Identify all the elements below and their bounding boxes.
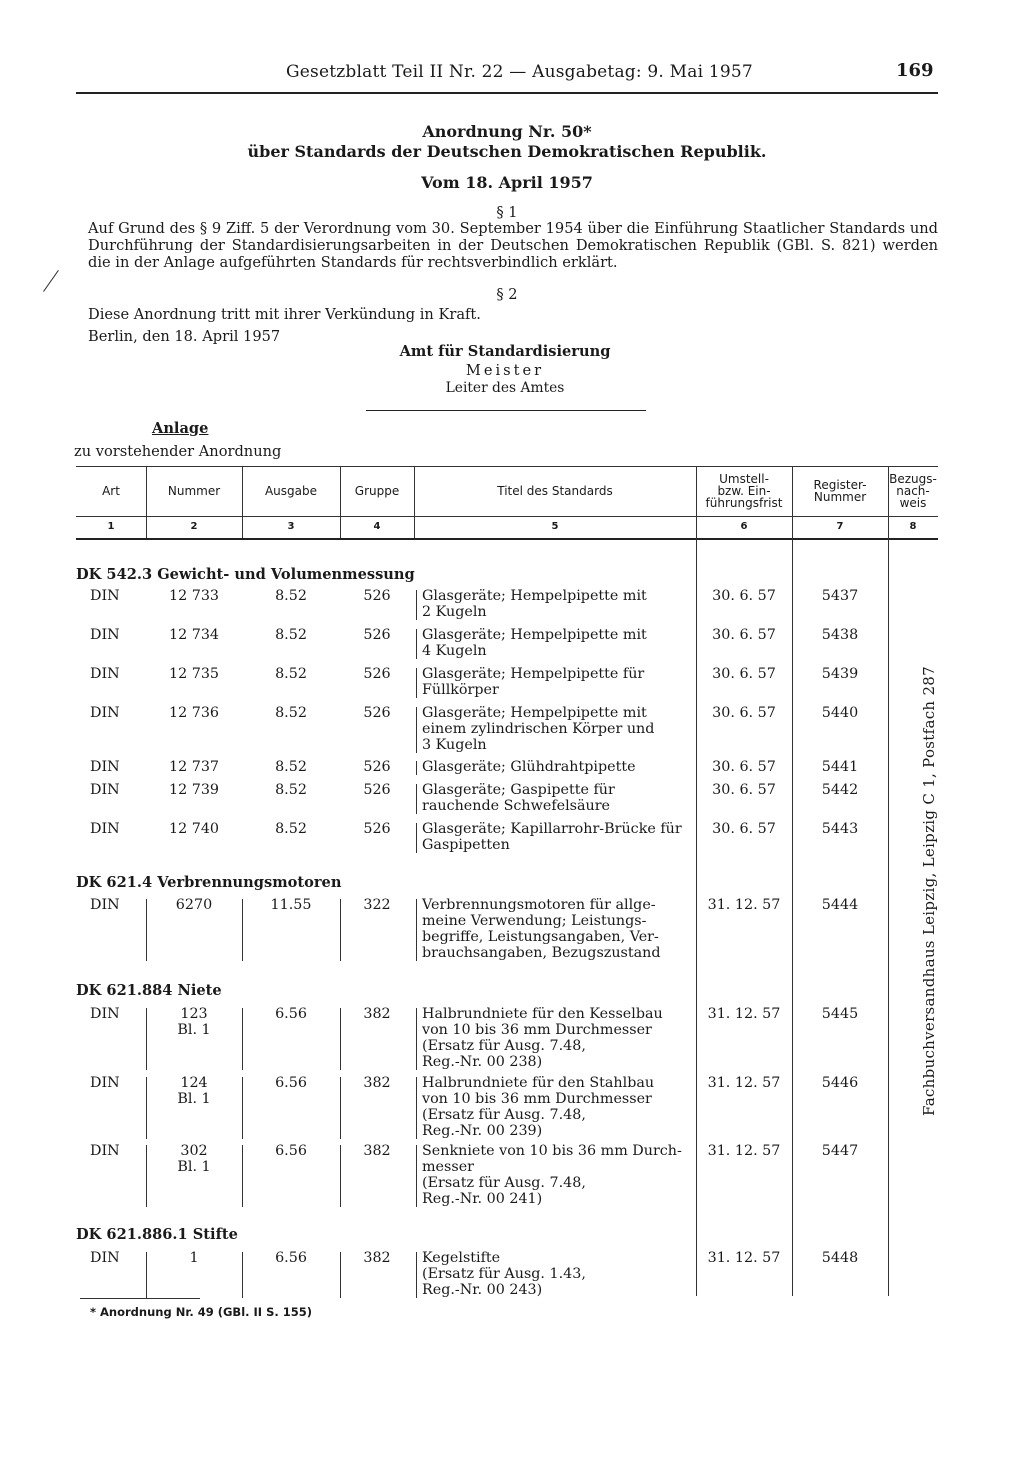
- section-1-heading: § 1: [496, 204, 518, 221]
- cell-gruppe: 382: [363, 1006, 391, 1022]
- entry-bar: [416, 1077, 417, 1139]
- entry-divider: [146, 1008, 147, 1070]
- cell-gruppe: 526: [363, 782, 391, 798]
- cell-ausgabe: 8.52: [275, 588, 307, 604]
- cell-register: 5444: [821, 897, 859, 913]
- cell-nummer: 12 733: [168, 588, 220, 604]
- cell-titel: Glasgeräte; Glühdrahtpipette: [422, 759, 636, 775]
- table-section-title: DK 621.4 Verbrennungsmotoren: [76, 874, 342, 891]
- publisher-side-note: Fachbuchversandhaus Leipzig, Leipzig C 1, Postfach 287: [920, 666, 938, 1116]
- annex-subheading: zu vorstehender Anordnung: [74, 443, 282, 460]
- table-header-rule: [76, 516, 938, 517]
- cell-titel: Halbrundniete für den Stahlbau von 10 bis 36 mm Durchmesser (Ersatz für Ausg. 7.48, Reg.-Nr. 00 239): [422, 1075, 655, 1139]
- cell-register: 5445: [821, 1006, 859, 1022]
- footnote: * Anordnung Nr. 49 (GBl. II S. 155): [90, 1305, 312, 1319]
- column-number: 6: [740, 521, 748, 532]
- column-number: 5: [551, 521, 559, 532]
- column-header: Art: [102, 484, 120, 498]
- cell-gruppe: 526: [363, 627, 391, 643]
- entry-bar: [416, 1252, 417, 1298]
- cell-art: DIN: [90, 821, 120, 837]
- column-number: 4: [373, 521, 381, 532]
- cell-gruppe: 382: [363, 1143, 391, 1159]
- cell-frist: 31. 12. 57: [707, 1143, 781, 1159]
- cell-frist: 31. 12. 57: [707, 1006, 781, 1022]
- cell-frist: 31. 12. 57: [707, 1250, 781, 1266]
- header-rule: [76, 92, 938, 94]
- entry-divider: [242, 1252, 243, 1298]
- cell-art: DIN: [90, 588, 120, 604]
- cell-frist: 30. 6. 57: [712, 588, 776, 604]
- column-number: 2: [190, 521, 198, 532]
- ordinance-date: Vom 18. April 1957: [421, 173, 593, 192]
- entry-bar: [416, 668, 417, 698]
- column-number: 7: [836, 521, 844, 532]
- entry-bar: [416, 1008, 417, 1070]
- cell-titel: Kegelstifte (Ersatz für Ausg. 1.43, Reg.-Nr. 00 243): [422, 1250, 586, 1298]
- column-header: Titel des Standards: [497, 484, 613, 498]
- cell-nummer: 12 737: [168, 759, 220, 775]
- table-section-title: DK 542.3 Gewicht- und Volumenmessung: [76, 566, 415, 583]
- cell-titel: Glasgeräte; Hempelpipette mit 2 Kugeln: [422, 588, 647, 620]
- entry-divider: [242, 1008, 243, 1070]
- cell-register: 5447: [821, 1143, 859, 1159]
- column-header: Ausgabe: [264, 484, 318, 498]
- cell-titel: Glasgeräte; Hempelpipette für Füllkörper: [422, 666, 645, 698]
- running-header: Gesetzblatt Teil II Nr. 22 — Ausgabetag: 9. Mai 1957: [286, 62, 753, 82]
- entry-bar: [416, 784, 417, 814]
- entry-divider: [242, 1145, 243, 1207]
- cell-frist: 30. 6. 57: [712, 782, 776, 798]
- column-header: Nummer: [167, 484, 221, 498]
- entry-bar: [416, 629, 417, 659]
- ordinance-subtitle: über Standards der Deutschen Demokratischen Republik.: [247, 142, 767, 161]
- entry-divider: [340, 1252, 341, 1298]
- margin-mark: [43, 270, 59, 292]
- entry-bar: [416, 590, 417, 620]
- cell-titel: Senkniete von 10 bis 36 mm Durch- messer (Ersatz für Ausg. 7.48, Reg.-Nr. 00 241): [422, 1143, 682, 1207]
- cell-nummer: 12 739: [168, 782, 220, 798]
- entry-divider: [340, 1077, 341, 1139]
- cell-nummer: 1: [189, 1250, 199, 1266]
- cell-art: DIN: [90, 627, 120, 643]
- cell-ausgabe: 8.52: [275, 782, 307, 798]
- cell-ausgabe: 11.55: [270, 897, 312, 913]
- cell-ausgabe: 8.52: [275, 759, 307, 775]
- signatory-name: Meister: [465, 362, 545, 379]
- cell-frist: 30. 6. 57: [712, 759, 776, 775]
- section-2-text: Diese Anordnung tritt mit ihrer Verkündung in Kraft.: [88, 306, 481, 323]
- cell-nummer: 123 Bl. 1: [177, 1006, 211, 1038]
- cell-ausgabe: 8.52: [275, 821, 307, 837]
- table-section-title: DK 621.886.1 Stifte: [76, 1226, 238, 1243]
- table-top-rule: [76, 466, 938, 467]
- cell-titel: Glasgeräte; Gaspipette für rauchende Schwefelsäure: [422, 782, 615, 814]
- column-header: Umstell- bzw. Ein- führungsfrist: [705, 472, 783, 510]
- cell-frist: 30. 6. 57: [712, 627, 776, 643]
- entry-divider: [146, 1077, 147, 1139]
- cell-frist: 31. 12. 57: [707, 1075, 781, 1091]
- cell-gruppe: 526: [363, 759, 391, 775]
- column-header: Bezugs- nach- weis: [889, 472, 937, 510]
- cell-art: DIN: [90, 897, 120, 913]
- footnote-rule: [80, 1298, 200, 1299]
- cell-titel: Halbrundniete für den Kesselbau von 10 bis 36 mm Durchmesser (Ersatz für Ausg. 7.48, Reg.-Nr. 00 238): [422, 1006, 663, 1070]
- table-number-rule: [76, 538, 938, 540]
- cell-gruppe: 382: [363, 1075, 391, 1091]
- place-date: Berlin, den 18. April 1957: [88, 328, 281, 345]
- cell-ausgabe: 6.56: [275, 1250, 307, 1266]
- cell-register: 5442: [821, 782, 859, 798]
- signature-rule: [366, 410, 646, 411]
- column-number: 1: [107, 521, 115, 532]
- cell-gruppe: 526: [363, 821, 391, 837]
- cell-art: DIN: [90, 782, 120, 798]
- cell-register: 5438: [821, 627, 859, 643]
- page-number: 169: [896, 60, 934, 81]
- column-header: Register- Nummer: [813, 478, 867, 504]
- cell-frist: 30. 6. 57: [712, 705, 776, 721]
- cell-frist: 30. 6. 57: [712, 666, 776, 682]
- entry-divider: [340, 899, 341, 961]
- column-number: 3: [287, 521, 295, 532]
- table-column-divider: [696, 538, 697, 1296]
- entry-bar: [416, 761, 417, 775]
- section-2-heading: § 2: [496, 286, 518, 303]
- section-1-text: Auf Grund des § 9 Ziff. 5 der Verordnung vom 30. September 1954 über die Einführung Staatlicher Standards und Durchführung der Standardisierungsarbeiten in der Deutschen Demokratischen Republik (GBl. S. 821) werden die in der Anlage aufgeführten Standards für rechtsverbindlich erklärt.: [88, 220, 938, 271]
- cell-ausgabe: 6.56: [275, 1143, 307, 1159]
- cell-art: DIN: [90, 1006, 120, 1022]
- cell-register: 5446: [821, 1075, 859, 1091]
- cell-ausgabe: 8.52: [275, 666, 307, 682]
- cell-art: DIN: [90, 1250, 120, 1266]
- table-column-divider: [792, 538, 793, 1296]
- entry-bar: [416, 899, 417, 961]
- entry-divider: [242, 1077, 243, 1139]
- cell-gruppe: 382: [363, 1250, 391, 1266]
- entry-bar: [416, 707, 417, 753]
- entry-divider: [146, 1252, 147, 1298]
- cell-nummer: 124 Bl. 1: [177, 1075, 211, 1107]
- cell-nummer: 12 736: [168, 705, 220, 721]
- signatory-role: Leiter des Amtes: [445, 380, 565, 396]
- cell-nummer: 12 740: [168, 821, 220, 837]
- entry-bar: [416, 1145, 417, 1207]
- cell-ausgabe: 6.56: [275, 1075, 307, 1091]
- column-number: 8: [909, 521, 917, 532]
- cell-register: 5448: [821, 1250, 859, 1266]
- cell-gruppe: 526: [363, 666, 391, 682]
- cell-titel: Glasgeräte; Hempelpipette mit einem zylindrischen Körper und 3 Kugeln: [422, 705, 655, 753]
- cell-titel: Verbrennungsmotoren für allge- meine Verwendung; Leistungs- begriffe, Leistungsangaben, Ver- brauchsangaben, Bezugszustand: [422, 897, 661, 961]
- cell-ausgabe: 8.52: [275, 627, 307, 643]
- table-column-divider: [888, 538, 889, 1296]
- cell-nummer: 302 Bl. 1: [177, 1143, 211, 1175]
- authority-name: Amt für Standardisierung: [399, 343, 611, 360]
- entry-bar: [416, 823, 417, 853]
- cell-frist: 31. 12. 57: [707, 897, 781, 913]
- cell-art: DIN: [90, 666, 120, 682]
- ordinance-title: Anordnung Nr. 50*: [422, 122, 592, 141]
- entry-divider: [146, 899, 147, 961]
- cell-ausgabe: 8.52: [275, 705, 307, 721]
- cell-register: 5441: [821, 759, 859, 775]
- cell-nummer: 6270: [175, 897, 213, 913]
- cell-register: 5443: [821, 821, 859, 837]
- cell-art: DIN: [90, 759, 120, 775]
- entry-divider: [242, 899, 243, 961]
- cell-register: 5439: [821, 666, 859, 682]
- annex-heading: Anlage: [152, 420, 209, 437]
- entry-divider: [340, 1008, 341, 1070]
- cell-gruppe: 322: [363, 897, 391, 913]
- entry-divider: [146, 1145, 147, 1207]
- cell-art: DIN: [90, 1075, 120, 1091]
- cell-gruppe: 526: [363, 705, 391, 721]
- cell-register: 5440: [821, 705, 859, 721]
- cell-frist: 30. 6. 57: [712, 821, 776, 837]
- cell-gruppe: 526: [363, 588, 391, 604]
- entry-divider: [340, 1145, 341, 1207]
- cell-ausgabe: 6.56: [275, 1006, 307, 1022]
- cell-art: DIN: [90, 705, 120, 721]
- cell-art: DIN: [90, 1143, 120, 1159]
- table-section-title: DK 621.884 Niete: [76, 982, 222, 999]
- cell-nummer: 12 735: [168, 666, 220, 682]
- cell-nummer: 12 734: [168, 627, 220, 643]
- column-header: Gruppe: [354, 484, 400, 498]
- cell-titel: Glasgeräte; Hempelpipette mit 4 Kugeln: [422, 627, 647, 659]
- cell-titel: Glasgeräte; Kapillarrohr-Brücke für Gaspipetten: [422, 821, 682, 853]
- cell-register: 5437: [821, 588, 859, 604]
